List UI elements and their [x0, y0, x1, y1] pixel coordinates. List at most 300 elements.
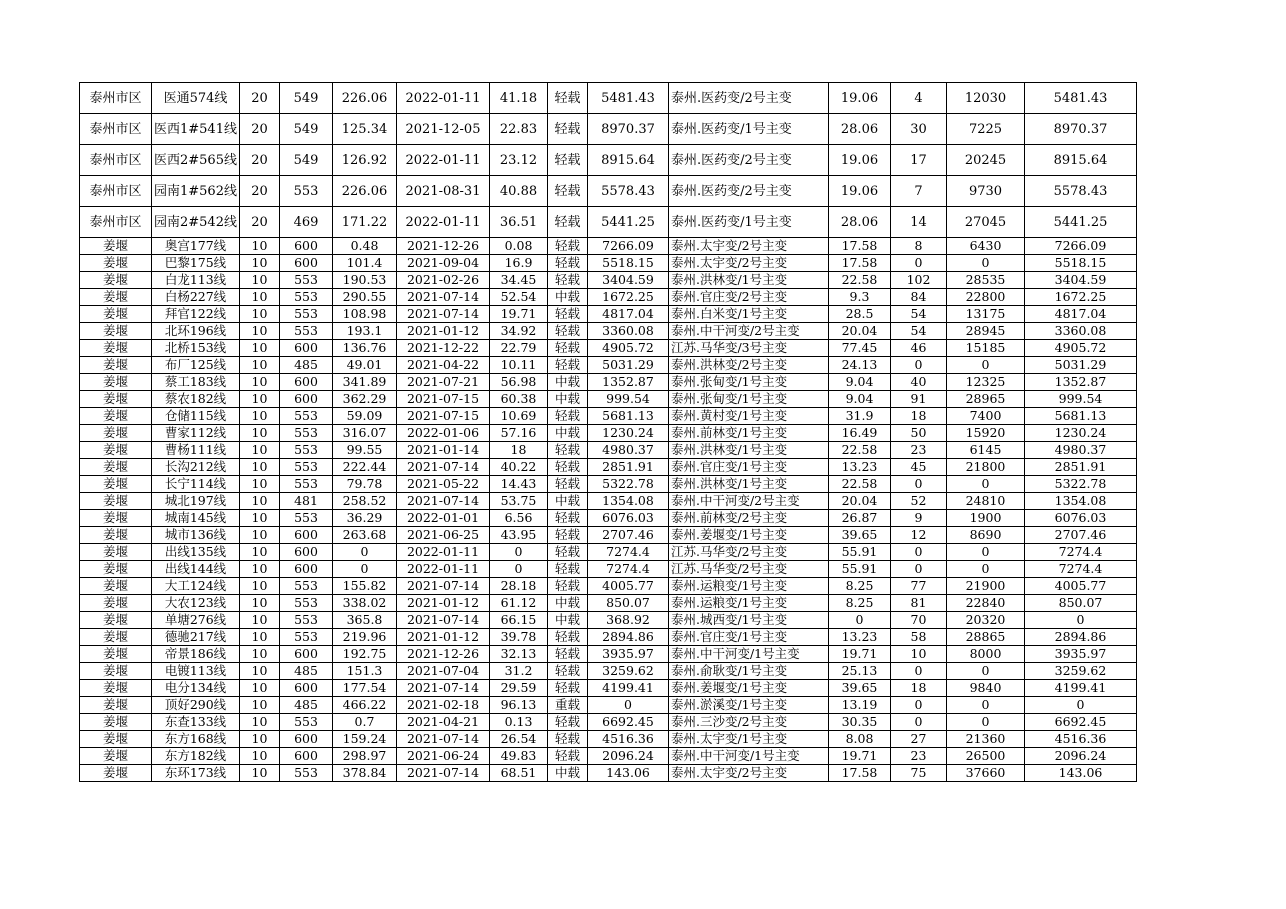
cell-load-rate: 16.9 [490, 255, 548, 272]
cell-date: 2021-07-14 [397, 612, 490, 629]
cell-load-status: 轻载 [548, 629, 588, 646]
cell-substation-transformer: 泰州.洪林变/2号主变 [669, 357, 829, 374]
cell-load-status: 重载 [548, 697, 588, 714]
cell-capacity: 600 [280, 527, 333, 544]
cell-line-name: 仓储115线 [152, 408, 240, 425]
cell-remaining-capacity: 5441.25 [588, 207, 669, 238]
table-row [80, 629, 1137, 646]
cell-load-rate: 19.71 [490, 306, 548, 323]
table-row [80, 612, 1137, 629]
cell-user-capacity: 22800 [947, 289, 1025, 306]
cell-user-capacity: 1900 [947, 510, 1025, 527]
cell-line-name: 白龙113线 [152, 272, 240, 289]
cell-district: 姜堰 [80, 612, 152, 629]
cell-user-count: 77 [891, 578, 947, 595]
cell-capacity: 553 [280, 476, 333, 493]
cell-voltage: 10 [240, 612, 280, 629]
cell-load-rate: 14.43 [490, 476, 548, 493]
cell-date: 2021-06-25 [397, 527, 490, 544]
cell-transformer-rate: 8.25 [829, 578, 891, 595]
cell-available-capacity: 7274.4 [1025, 544, 1137, 561]
cell-capacity: 600 [280, 374, 333, 391]
cell-line-name: 大工124线 [152, 578, 240, 595]
cell-date: 2021-12-22 [397, 340, 490, 357]
cell-remaining-capacity: 143.06 [588, 765, 669, 782]
cell-user-count: 8 [891, 238, 947, 255]
cell-user-count: 7 [891, 176, 947, 207]
cell-max-load: 151.3 [333, 663, 397, 680]
cell-load-status: 轻载 [548, 340, 588, 357]
cell-max-load: 125.34 [333, 114, 397, 145]
cell-date: 2022-01-11 [397, 561, 490, 578]
cell-available-capacity: 0 [1025, 697, 1137, 714]
cell-load-rate: 0 [490, 561, 548, 578]
cell-date: 2022-01-06 [397, 425, 490, 442]
cell-line-name: 园南1#562线 [152, 176, 240, 207]
cell-substation-transformer: 泰州.医药变/2号主变 [669, 145, 829, 176]
cell-district: 姜堰 [80, 255, 152, 272]
cell-load-status: 轻载 [548, 114, 588, 145]
cell-district: 姜堰 [80, 663, 152, 680]
cell-district: 姜堰 [80, 510, 152, 527]
cell-substation-transformer: 泰州.太宇变/2号主变 [669, 238, 829, 255]
table-row [80, 408, 1137, 425]
cell-district: 姜堰 [80, 578, 152, 595]
cell-date: 2021-04-21 [397, 714, 490, 731]
table-row [80, 646, 1137, 663]
cell-date: 2021-07-14 [397, 731, 490, 748]
cell-voltage: 10 [240, 391, 280, 408]
cell-remaining-capacity: 8915.64 [588, 145, 669, 176]
cell-district: 姜堰 [80, 629, 152, 646]
cell-load-status: 轻载 [548, 561, 588, 578]
cell-remaining-capacity: 2851.91 [588, 459, 669, 476]
cell-district: 姜堰 [80, 425, 152, 442]
cell-date: 2021-07-15 [397, 391, 490, 408]
cell-user-capacity: 0 [947, 255, 1025, 272]
cell-remaining-capacity: 2707.46 [588, 527, 669, 544]
cell-voltage: 10 [240, 408, 280, 425]
cell-voltage: 10 [240, 306, 280, 323]
table-row [80, 442, 1137, 459]
cell-user-count: 84 [891, 289, 947, 306]
cell-remaining-capacity: 1230.24 [588, 425, 669, 442]
cell-user-capacity: 9840 [947, 680, 1025, 697]
table-row [80, 544, 1137, 561]
cell-voltage: 10 [240, 714, 280, 731]
cell-load-status: 轻载 [548, 408, 588, 425]
cell-capacity: 553 [280, 459, 333, 476]
cell-capacity: 553 [280, 408, 333, 425]
cell-load-status: 轻载 [548, 527, 588, 544]
cell-user-count: 23 [891, 748, 947, 765]
cell-user-count: 17 [891, 145, 947, 176]
cell-transformer-rate: 20.04 [829, 323, 891, 340]
cell-date: 2021-07-21 [397, 374, 490, 391]
cell-substation-transformer: 泰州.前林变/1号主变 [669, 425, 829, 442]
cell-date: 2021-06-24 [397, 748, 490, 765]
table-row [80, 595, 1137, 612]
line-load-table [79, 82, 1137, 782]
cell-date: 2021-07-15 [397, 408, 490, 425]
cell-transformer-rate: 24.13 [829, 357, 891, 374]
cell-user-capacity: 6145 [947, 442, 1025, 459]
cell-load-status: 轻载 [548, 476, 588, 493]
cell-load-status: 轻载 [548, 357, 588, 374]
cell-user-count: 0 [891, 663, 947, 680]
cell-available-capacity: 850.07 [1025, 595, 1137, 612]
cell-capacity: 553 [280, 442, 333, 459]
cell-load-status: 轻载 [548, 714, 588, 731]
cell-user-count: 102 [891, 272, 947, 289]
cell-available-capacity: 1354.08 [1025, 493, 1137, 510]
cell-district: 姜堰 [80, 527, 152, 544]
cell-max-load: 159.24 [333, 731, 397, 748]
cell-substation-transformer: 泰州.洪林变/1号主变 [669, 476, 829, 493]
cell-load-rate: 68.51 [490, 765, 548, 782]
cell-user-capacity: 21360 [947, 731, 1025, 748]
cell-load-status: 中载 [548, 612, 588, 629]
cell-max-load: 59.09 [333, 408, 397, 425]
cell-voltage: 10 [240, 493, 280, 510]
cell-transformer-rate: 39.65 [829, 527, 891, 544]
cell-remaining-capacity: 5031.29 [588, 357, 669, 374]
cell-remaining-capacity: 5322.78 [588, 476, 669, 493]
table-row [80, 306, 1137, 323]
cell-substation-transformer: 泰州.医药变/2号主变 [669, 176, 829, 207]
cell-capacity: 485 [280, 663, 333, 680]
cell-max-load: 222.44 [333, 459, 397, 476]
cell-load-rate: 57.16 [490, 425, 548, 442]
table-row [80, 83, 1137, 114]
cell-district: 姜堰 [80, 459, 152, 476]
cell-load-status: 轻载 [548, 207, 588, 238]
cell-load-rate: 6.56 [490, 510, 548, 527]
cell-available-capacity: 1672.25 [1025, 289, 1137, 306]
cell-transformer-rate: 55.91 [829, 544, 891, 561]
cell-available-capacity: 6692.45 [1025, 714, 1137, 731]
cell-remaining-capacity: 3360.08 [588, 323, 669, 340]
cell-line-name: 出线144线 [152, 561, 240, 578]
cell-substation-transformer: 泰州.太宇变/2号主变 [669, 255, 829, 272]
cell-capacity: 553 [280, 176, 333, 207]
table-row [80, 238, 1137, 255]
cell-user-capacity: 8690 [947, 527, 1025, 544]
cell-transformer-rate: 9.3 [829, 289, 891, 306]
cell-max-load: 36.29 [333, 510, 397, 527]
cell-voltage: 10 [240, 340, 280, 357]
cell-substation-transformer: 泰州.前林变/2号主变 [669, 510, 829, 527]
cell-date: 2021-01-12 [397, 629, 490, 646]
cell-remaining-capacity: 3259.62 [588, 663, 669, 680]
cell-user-capacity: 0 [947, 561, 1025, 578]
cell-substation-transformer: 泰州.官庄变/1号主变 [669, 629, 829, 646]
cell-load-rate: 41.18 [490, 83, 548, 114]
cell-voltage: 10 [240, 544, 280, 561]
table-row [80, 145, 1137, 176]
cell-load-status: 轻载 [548, 306, 588, 323]
cell-transformer-rate: 13.23 [829, 629, 891, 646]
cell-available-capacity: 4980.37 [1025, 442, 1137, 459]
cell-available-capacity: 5031.29 [1025, 357, 1137, 374]
cell-line-name: 拜官122线 [152, 306, 240, 323]
cell-user-capacity: 37660 [947, 765, 1025, 782]
cell-available-capacity: 7266.09 [1025, 238, 1137, 255]
cell-available-capacity: 7274.4 [1025, 561, 1137, 578]
cell-date: 2021-07-14 [397, 289, 490, 306]
cell-line-name: 东查133线 [152, 714, 240, 731]
cell-capacity: 485 [280, 357, 333, 374]
cell-date: 2021-12-26 [397, 238, 490, 255]
cell-available-capacity: 2851.91 [1025, 459, 1137, 476]
cell-date: 2022-01-01 [397, 510, 490, 527]
cell-capacity: 600 [280, 731, 333, 748]
cell-user-capacity: 27045 [947, 207, 1025, 238]
cell-date: 2022-01-11 [397, 145, 490, 176]
cell-user-capacity: 20320 [947, 612, 1025, 629]
cell-transformer-rate: 19.71 [829, 646, 891, 663]
cell-max-load: 338.02 [333, 595, 397, 612]
cell-remaining-capacity: 2894.86 [588, 629, 669, 646]
cell-available-capacity: 143.06 [1025, 765, 1137, 782]
cell-max-load: 226.06 [333, 83, 397, 114]
table-row [80, 561, 1137, 578]
cell-load-rate: 53.75 [490, 493, 548, 510]
table-row [80, 323, 1137, 340]
table-row [80, 374, 1137, 391]
cell-capacity: 553 [280, 629, 333, 646]
cell-district: 姜堰 [80, 272, 152, 289]
cell-line-name: 医西2#565线 [152, 145, 240, 176]
table-row [80, 765, 1137, 782]
cell-user-count: 10 [891, 646, 947, 663]
table-row [80, 357, 1137, 374]
cell-capacity: 549 [280, 83, 333, 114]
cell-capacity: 481 [280, 493, 333, 510]
cell-substation-transformer: 泰州.医药变/1号主变 [669, 114, 829, 145]
cell-remaining-capacity: 5578.43 [588, 176, 669, 207]
cell-line-name: 东环173线 [152, 765, 240, 782]
cell-available-capacity: 5322.78 [1025, 476, 1137, 493]
cell-substation-transformer: 泰州.太宇变/1号主变 [669, 731, 829, 748]
cell-remaining-capacity: 4199.41 [588, 680, 669, 697]
cell-load-rate: 43.95 [490, 527, 548, 544]
cell-available-capacity: 5518.15 [1025, 255, 1137, 272]
cell-load-status: 中载 [548, 425, 588, 442]
cell-available-capacity: 5481.43 [1025, 83, 1137, 114]
cell-user-count: 52 [891, 493, 947, 510]
cell-user-count: 0 [891, 697, 947, 714]
cell-remaining-capacity: 5481.43 [588, 83, 669, 114]
cell-user-count: 40 [891, 374, 947, 391]
cell-voltage: 10 [240, 765, 280, 782]
cell-user-capacity: 26500 [947, 748, 1025, 765]
cell-substation-transformer: 泰州.官庄变/2号主变 [669, 289, 829, 306]
cell-load-status: 轻载 [548, 544, 588, 561]
cell-district: 泰州市区 [80, 145, 152, 176]
cell-available-capacity: 5681.13 [1025, 408, 1137, 425]
cell-remaining-capacity: 1354.08 [588, 493, 669, 510]
cell-line-name: 园南2#542线 [152, 207, 240, 238]
cell-load-rate: 39.78 [490, 629, 548, 646]
cell-transformer-rate: 77.45 [829, 340, 891, 357]
cell-line-name: 电分134线 [152, 680, 240, 697]
cell-user-capacity: 12030 [947, 83, 1025, 114]
cell-remaining-capacity: 6076.03 [588, 510, 669, 527]
cell-max-load: 316.07 [333, 425, 397, 442]
cell-district: 姜堰 [80, 340, 152, 357]
cell-max-load: 108.98 [333, 306, 397, 323]
cell-district: 姜堰 [80, 323, 152, 340]
cell-available-capacity: 4817.04 [1025, 306, 1137, 323]
cell-transformer-rate: 13.19 [829, 697, 891, 714]
cell-voltage: 10 [240, 510, 280, 527]
cell-capacity: 553 [280, 578, 333, 595]
cell-substation-transformer: 泰州.洪林变/1号主变 [669, 272, 829, 289]
cell-available-capacity: 8970.37 [1025, 114, 1137, 145]
cell-transformer-rate: 22.58 [829, 272, 891, 289]
cell-date: 2021-08-31 [397, 176, 490, 207]
cell-user-count: 4 [891, 83, 947, 114]
cell-transformer-rate: 39.65 [829, 680, 891, 697]
cell-user-capacity: 21800 [947, 459, 1025, 476]
cell-capacity: 553 [280, 612, 333, 629]
cell-user-capacity: 0 [947, 476, 1025, 493]
cell-line-name: 大农123线 [152, 595, 240, 612]
cell-substation-transformer: 泰州.白米变/1号主变 [669, 306, 829, 323]
cell-user-count: 23 [891, 442, 947, 459]
cell-substation-transformer: 泰州.官庄变/1号主变 [669, 459, 829, 476]
cell-user-capacity: 28865 [947, 629, 1025, 646]
cell-load-rate: 40.88 [490, 176, 548, 207]
cell-remaining-capacity: 7274.4 [588, 561, 669, 578]
cell-capacity: 553 [280, 272, 333, 289]
cell-district: 姜堰 [80, 748, 152, 765]
cell-line-name: 德驰217线 [152, 629, 240, 646]
cell-available-capacity: 2894.86 [1025, 629, 1137, 646]
cell-line-name: 北环196线 [152, 323, 240, 340]
cell-substation-transformer: 泰州.张甸变/1号主变 [669, 391, 829, 408]
cell-load-status: 轻载 [548, 578, 588, 595]
cell-date: 2021-04-22 [397, 357, 490, 374]
cell-district: 姜堰 [80, 561, 152, 578]
cell-available-capacity: 1352.87 [1025, 374, 1137, 391]
cell-user-count: 14 [891, 207, 947, 238]
cell-voltage: 10 [240, 255, 280, 272]
cell-transformer-rate: 19.06 [829, 83, 891, 114]
cell-transformer-rate: 31.9 [829, 408, 891, 425]
cell-line-name: 电镀113线 [152, 663, 240, 680]
cell-transformer-rate: 17.58 [829, 765, 891, 782]
cell-voltage: 20 [240, 83, 280, 114]
cell-remaining-capacity: 5518.15 [588, 255, 669, 272]
cell-max-load: 258.52 [333, 493, 397, 510]
cell-available-capacity: 2096.24 [1025, 748, 1137, 765]
cell-line-name: 城南145线 [152, 510, 240, 527]
cell-max-load: 171.22 [333, 207, 397, 238]
cell-date: 2021-09-04 [397, 255, 490, 272]
cell-district: 姜堰 [80, 544, 152, 561]
cell-load-rate: 66.15 [490, 612, 548, 629]
cell-voltage: 10 [240, 238, 280, 255]
cell-available-capacity: 8915.64 [1025, 145, 1137, 176]
cell-remaining-capacity: 0 [588, 697, 669, 714]
table-row [80, 114, 1137, 145]
table-row [80, 680, 1137, 697]
cell-max-load: 263.68 [333, 527, 397, 544]
cell-max-load: 365.8 [333, 612, 397, 629]
cell-district: 姜堰 [80, 289, 152, 306]
cell-transformer-rate: 8.25 [829, 595, 891, 612]
cell-user-capacity: 15920 [947, 425, 1025, 442]
cell-transformer-rate: 19.06 [829, 145, 891, 176]
cell-user-capacity: 7400 [947, 408, 1025, 425]
cell-available-capacity: 1230.24 [1025, 425, 1137, 442]
cell-user-count: 0 [891, 561, 947, 578]
cell-available-capacity: 5578.43 [1025, 176, 1137, 207]
cell-load-status: 中载 [548, 374, 588, 391]
cell-date: 2021-02-26 [397, 272, 490, 289]
cell-substation-transformer: 泰州.俞耿变/1号主变 [669, 663, 829, 680]
cell-max-load: 99.55 [333, 442, 397, 459]
cell-substation-transformer: 泰州.城西变/1号主变 [669, 612, 829, 629]
cell-substation-transformer: 江苏.马华变/3号主变 [669, 340, 829, 357]
cell-voltage: 20 [240, 114, 280, 145]
cell-transformer-rate: 16.49 [829, 425, 891, 442]
cell-voltage: 10 [240, 646, 280, 663]
cell-remaining-capacity: 850.07 [588, 595, 669, 612]
cell-user-count: 0 [891, 476, 947, 493]
cell-user-capacity: 15185 [947, 340, 1025, 357]
cell-user-count: 45 [891, 459, 947, 476]
cell-max-load: 290.55 [333, 289, 397, 306]
cell-district: 姜堰 [80, 357, 152, 374]
cell-load-status: 轻载 [548, 323, 588, 340]
cell-voltage: 10 [240, 476, 280, 493]
cell-transformer-rate: 22.58 [829, 442, 891, 459]
cell-available-capacity: 6076.03 [1025, 510, 1137, 527]
cell-capacity: 553 [280, 306, 333, 323]
cell-user-count: 18 [891, 408, 947, 425]
cell-substation-transformer: 泰州.太宇变/2号主变 [669, 765, 829, 782]
cell-transformer-rate: 8.08 [829, 731, 891, 748]
cell-transformer-rate: 19.71 [829, 748, 891, 765]
cell-voltage: 10 [240, 357, 280, 374]
cell-district: 姜堰 [80, 442, 152, 459]
cell-remaining-capacity: 4980.37 [588, 442, 669, 459]
cell-substation-transformer: 江苏.马华变/2号主变 [669, 561, 829, 578]
cell-district: 泰州市区 [80, 83, 152, 114]
cell-line-name: 城北197线 [152, 493, 240, 510]
cell-max-load: 126.92 [333, 145, 397, 176]
cell-voltage: 10 [240, 425, 280, 442]
cell-voltage: 10 [240, 595, 280, 612]
cell-user-count: 75 [891, 765, 947, 782]
cell-remaining-capacity: 7266.09 [588, 238, 669, 255]
table-row [80, 697, 1137, 714]
cell-load-rate: 61.12 [490, 595, 548, 612]
cell-voltage: 10 [240, 459, 280, 476]
cell-district: 姜堰 [80, 697, 152, 714]
cell-user-count: 0 [891, 255, 947, 272]
cell-line-name: 出线135线 [152, 544, 240, 561]
cell-capacity: 553 [280, 323, 333, 340]
cell-voltage: 10 [240, 374, 280, 391]
cell-district: 泰州市区 [80, 176, 152, 207]
cell-max-load: 155.82 [333, 578, 397, 595]
cell-max-load: 0.7 [333, 714, 397, 731]
cell-user-capacity: 20245 [947, 145, 1025, 176]
